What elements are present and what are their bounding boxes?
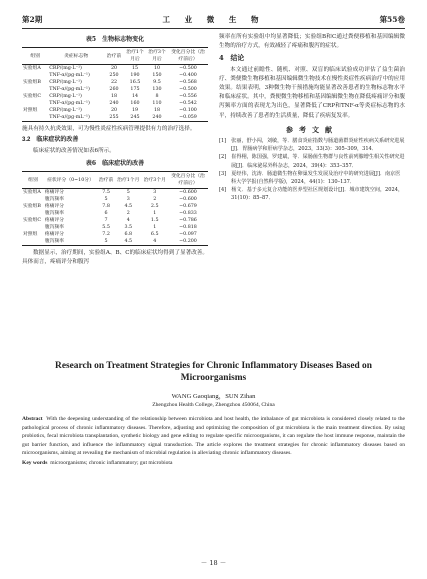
- reference-list: [219, 137, 405, 203]
- table-cell: 175: [130, 87, 140, 93]
- left-column: [22, 33, 208, 267]
- table-row: [22, 107, 208, 114]
- table-cell: −0.500: [179, 66, 197, 72]
- table-cell: CRP/(mg·L⁻¹): [49, 80, 82, 86]
- conclusion-paragraph: 本文通过前瞻性、随机、对照、双盲的临床试验成功评估了益生菌治疗、粪便微生物移植和基因编辑微生物技术在慢性炎症性疾病治疗中的应用效果。结果表明，3种微生物干预措施均能显著改善患者的生物标志物水平和临床症状。其中，粪便微生物移植和基因编辑微生物在降低疼痛评分和腹泻频率方面的表现尤为出色，显著降低了CRP和TNF-α等炎症标志物的水平，持续改善了患者的生活质量，降低了疾病复发率。: [219, 66, 405, 119]
- table-cell: TNF-α/(pg·mL⁻¹): [49, 101, 90, 107]
- table-row: [22, 196, 208, 203]
- table-cell: 7: [104, 218, 108, 224]
- table-cell: −0.600: [179, 197, 197, 203]
- col-head: 变化百分比（治疗前后）: [168, 172, 208, 189]
- issue-number: 第2期: [22, 15, 43, 24]
- section-heading-3-2: 3.2 临床症状的改善: [22, 137, 79, 144]
- table-cell: TNF-α/(pg·mL⁻¹): [49, 73, 90, 79]
- table-cell: −0.818: [179, 225, 197, 231]
- table-cell: −0.059: [168, 114, 208, 122]
- table-cell: −0.833: [179, 211, 197, 217]
- table-cell: 腹泻频率: [44, 238, 97, 246]
- table-cell: 疼痛评分: [44, 190, 65, 196]
- table-cell: 2: [153, 197, 157, 203]
- table-row: [22, 93, 208, 100]
- table-cell: 245: [124, 114, 146, 122]
- table-row: [22, 65, 208, 73]
- table-cell: 240: [146, 114, 168, 122]
- reference-item: [2] 崔得栩，陈国强，罗建斌，等．屎肠菌生物群与良性前列腺增生相关性研究进展[J]．临床泌尿外科杂志，2024，39(4)：353–357．: [219, 154, 405, 169]
- table-cell: 5: [104, 197, 108, 203]
- table-cell: 5: [126, 190, 130, 196]
- table-cell: 5.5: [102, 225, 110, 231]
- table-row: [22, 238, 208, 246]
- page-number: － 18 －: [200, 559, 227, 567]
- table-cell: 2: [126, 211, 130, 217]
- reference-item: [4] 杨文．基于多元复合功能的医养型社区规划设计[J]．城市建筑空间，2024，31(10)：85–87．: [219, 187, 404, 202]
- keywords: [22, 459, 405, 468]
- table-cell: 对照组: [23, 108, 38, 114]
- table-row: [22, 86, 208, 93]
- table-cell: 240: [109, 101, 119, 107]
- abstract: [22, 415, 405, 458]
- table-cell: −0.556: [179, 94, 197, 100]
- table-cell: −0.568: [179, 80, 197, 86]
- table-cell: 160: [130, 101, 140, 107]
- table-cell: 150: [152, 73, 162, 79]
- table-row: [22, 210, 208, 217]
- table-cell: −0.600: [179, 190, 197, 196]
- table-cell: 实验组B: [23, 80, 41, 86]
- reference-item: [1] 张丽，舒小闯，刘敏，等．膳食炎症指数与肠道菌群炎症性疾病关系研究进展[J]．胃肠病学和肝病学杂志，2023，33(3)：305–309，314．: [219, 138, 405, 153]
- paragraph: 数据显示，治疗期间，实验组A、B、C的临床症状均得到了显著改善。具体而言，疼痛评分和腹泻: [22, 250, 208, 266]
- running-header: [22, 12, 405, 29]
- table-cell: 1.5: [150, 218, 159, 224]
- table-cell: 2.5: [150, 204, 159, 210]
- table-cell: −0.400: [179, 73, 197, 79]
- table-cell: 18: [110, 94, 118, 100]
- col-head: 治疗1个月后: [124, 48, 146, 65]
- table-cell: 7.5: [102, 190, 110, 196]
- table6: [22, 171, 208, 246]
- table-cell: TNF-α/(pg·mL⁻¹): [48, 114, 104, 122]
- col-head: 组别: [22, 48, 48, 65]
- table-cell: 260: [109, 87, 119, 93]
- keywords-label: Key words: [22, 459, 48, 466]
- table-cell: 4.5: [124, 204, 133, 210]
- table-cell: −0.100: [179, 108, 197, 114]
- journal-name: 工 业 微 生 物: [162, 15, 265, 24]
- table-cell: 实验组B: [23, 204, 41, 210]
- col-head: 变化百分比（治疗前后）: [168, 48, 208, 65]
- table-cell: 6.8: [124, 232, 133, 238]
- table-cell: −0.542: [179, 101, 197, 107]
- table-cell: 110: [152, 101, 162, 107]
- col-head: 炎症标志物: [48, 48, 104, 65]
- english-abstract-block: [22, 360, 405, 468]
- table-cell: 实验组C: [23, 218, 42, 224]
- table-cell: 4: [142, 238, 169, 246]
- keywords-text: microorganisms; chronic inflammatory; gut microbiota: [50, 459, 173, 466]
- table-cell: 疼痛评分: [44, 204, 65, 210]
- col-head: 治疗3个月: [142, 172, 169, 189]
- table-cell: −0.097: [179, 232, 197, 238]
- table-cell: 190: [130, 73, 140, 79]
- volume-number: 第55卷: [379, 15, 405, 24]
- table-cell: [22, 100, 48, 107]
- table-cell: 实验组A: [23, 66, 41, 72]
- english-title-line: Research on Treatment Strategies for Chronic Inflammatory Diseases Based on: [55, 361, 372, 371]
- table-cell: 8: [155, 94, 159, 100]
- table-cell: CRP/(mg·L⁻¹): [49, 94, 82, 100]
- table-cell: 腹泻频率: [44, 225, 65, 231]
- table-row: [22, 231, 208, 238]
- table-cell: 5: [97, 238, 115, 246]
- table-cell: 14: [131, 94, 139, 100]
- table-row: [22, 114, 208, 122]
- table-cell: CRP/(mg·L⁻¹): [49, 108, 82, 114]
- table-cell: [22, 238, 44, 246]
- paragraph: 临床症状的改善情况如表6所示。: [33, 147, 115, 154]
- table-cell: 实验组A: [23, 190, 41, 196]
- table-cell: 15: [131, 66, 139, 72]
- table-cell: 疼痛评分: [44, 232, 65, 238]
- table-cell: −0.500: [179, 87, 197, 93]
- table-cell: 4: [126, 218, 130, 224]
- col-head: 组别: [22, 172, 44, 189]
- table-cell: 1: [153, 211, 157, 217]
- table-cell: [22, 224, 44, 231]
- table-cell: 10: [153, 66, 161, 72]
- col-head: 症状评分（0~10分）: [44, 172, 97, 189]
- col-head: 治疗前: [104, 48, 124, 65]
- reference-item: [3] 夏经伟，沈涛．肠道微生物在卵巢发生发展及治疗中的研究进展[J]．南京医科大学学报(自然科学版)，2024，44(1)：130–137．: [219, 170, 401, 186]
- table-cell: 18: [153, 108, 161, 114]
- table-cell: 19: [131, 108, 139, 114]
- table-row: [22, 79, 208, 86]
- paragraph: 施具有持久抗炎效果，可为慢性炎症性疾病管理提供有力的治疗选择。: [22, 126, 196, 133]
- table-cell: 7.2: [102, 232, 110, 238]
- english-title: [22, 360, 405, 384]
- table-row: [22, 100, 208, 107]
- references-title: 参考文献: [286, 124, 338, 134]
- table-cell: 腹泻频率: [44, 211, 65, 217]
- table-cell: [22, 210, 44, 217]
- table-cell: 疼痛评分: [44, 218, 65, 224]
- table-cell: 6.5: [150, 232, 159, 238]
- table-cell: [22, 72, 48, 79]
- table-cell: 20: [110, 108, 118, 114]
- table-row: [22, 189, 208, 197]
- table-row: [22, 217, 208, 224]
- table-cell: 7.8: [102, 204, 110, 210]
- table-cell: 3.5: [124, 225, 133, 231]
- paragraph: 频率在所有实验组中均显著降低；实验组B和C通过粪便移植和基因编辑微生物的治疗方式，有效减轻了疼痛和腹泻的症状。: [219, 34, 405, 50]
- abstract-label: Abstract: [22, 416, 43, 422]
- col-head: 治疗前: [97, 172, 115, 189]
- table-cell: 1: [153, 225, 157, 231]
- table-cell: 实验组C: [23, 94, 42, 100]
- table-cell: 对照组: [23, 232, 38, 238]
- table-cell: −0.786: [179, 218, 197, 224]
- col-head: 治疗3个月后: [146, 48, 168, 65]
- col-head: 治疗1个月: [115, 172, 141, 189]
- table-cell: 9.5: [153, 80, 161, 86]
- authors: WANG Gaoqiang，SUN Zihan: [171, 393, 256, 400]
- english-title-line: Microorganisms: [180, 373, 247, 383]
- table-cell: [22, 86, 48, 93]
- table-cell: 腹泻频率: [44, 197, 65, 203]
- table-cell: 4.5: [115, 238, 141, 246]
- table-cell: 16.5: [129, 80, 141, 86]
- table-cell: TNF-α/(pg·mL⁻¹): [49, 87, 90, 93]
- table-cell: [22, 114, 48, 122]
- abstract-text: With the deepening understanding of the relationship between microbiota and host health, the imbalance of gut microbiota is considered closely related to the pathological process of chronic inflammatory diseases. Therefore, adjusting and optimizing the composition of gut microbiota is the main treatment direction. By using probiotics, fecal microbiota transplantation, synthetic biology and gene editing to regulate specific microorganisms, it can regulate the host immune response, maintain the gut barrier function, and influence the inflammatory signal transduction. The article explores the treatment strategies for chronic inflammatory diseases based on microorganisms, aiming at revealing the mechanism of microbial regulation in alleviating chronic inflammatory diseases.: [22, 416, 405, 457]
- table5-caption: 表5 生物标志物变化: [85, 36, 145, 43]
- table-cell: 250: [109, 73, 119, 79]
- table-cell: 22: [110, 80, 118, 86]
- table5: [22, 47, 208, 122]
- right-column: [219, 33, 405, 203]
- section-heading-4: 4 结论: [219, 54, 245, 63]
- table-cell: CRP/(mg·L⁻¹): [49, 66, 82, 72]
- table-row: [22, 224, 208, 231]
- table-cell: 20: [110, 66, 118, 72]
- table-cell: 6: [104, 211, 108, 217]
- table-cell: −0.679: [179, 204, 197, 210]
- table-cell: 3: [153, 190, 157, 196]
- table-row: [22, 72, 208, 79]
- affiliation: Zhengzhou Health College, Zhengzhou 450064, China: [152, 402, 275, 408]
- table-cell: 255: [104, 114, 124, 122]
- table-row: [22, 203, 208, 210]
- table6-caption: 表6 临床症状的改善: [85, 159, 145, 167]
- table-cell: 130: [152, 87, 162, 93]
- table-cell: 3: [126, 197, 130, 203]
- table-cell: −0.200: [168, 238, 208, 246]
- table-cell: [22, 196, 44, 203]
